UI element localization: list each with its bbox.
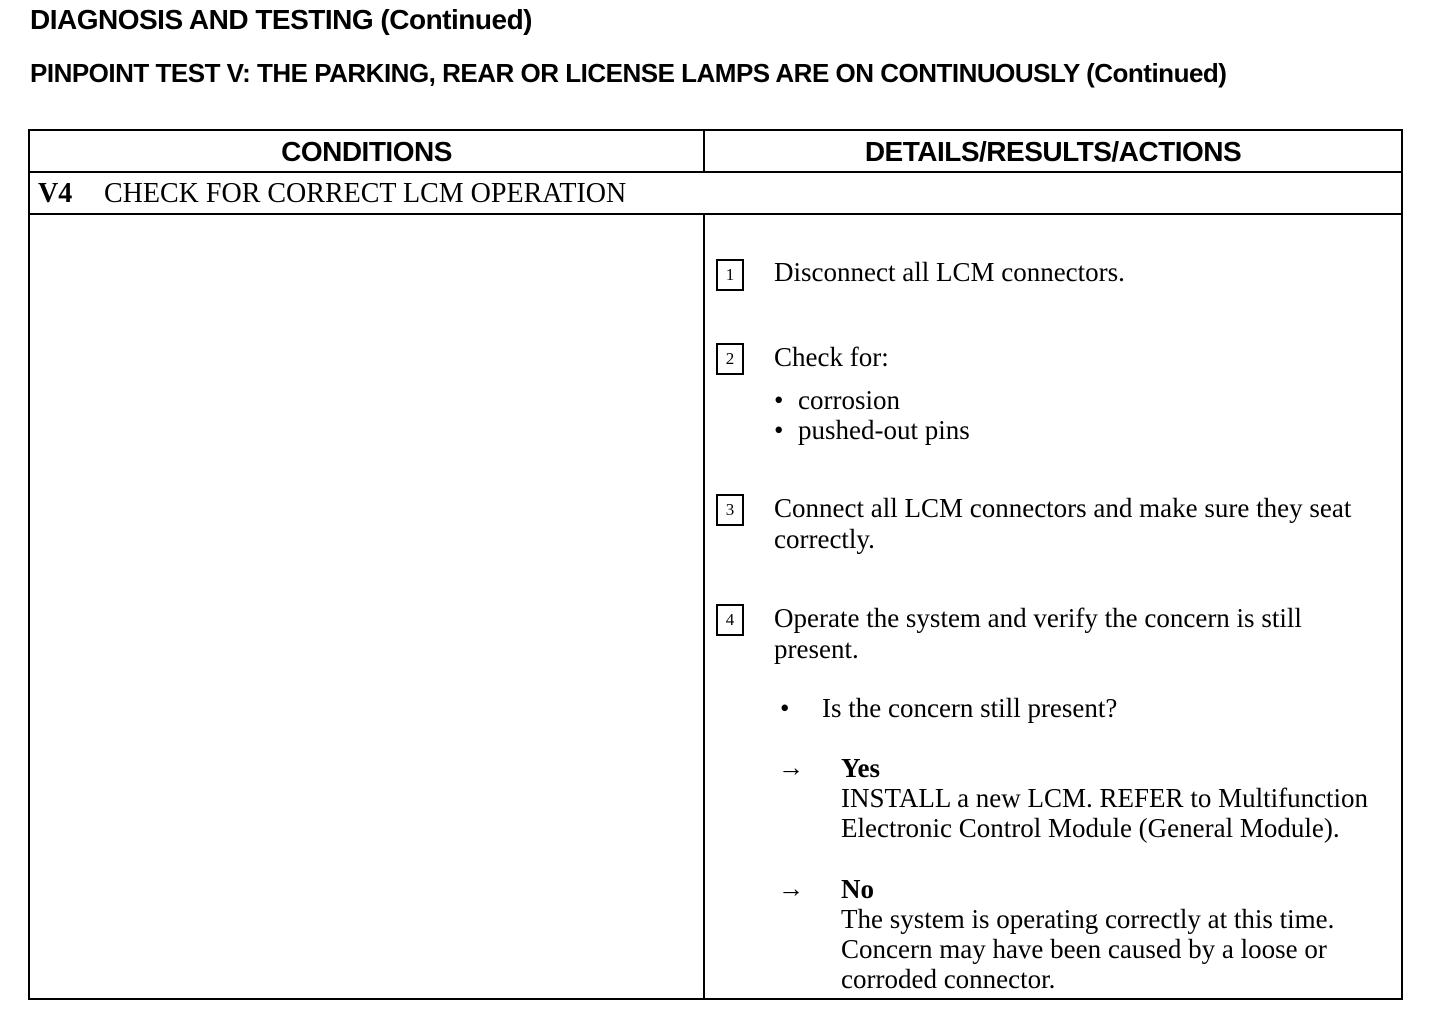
answer-yes-label: Yes: [841, 753, 880, 783]
action-3-text: Connect all LCM connectors and make sure they seat correctly.: [774, 493, 1352, 554]
step-heading: [38, 175, 626, 213]
step-number-box-3: 3: [716, 494, 744, 526]
step-number-box-1: 1: [716, 259, 744, 291]
step-title: CHECK FOR CORRECT LCM OPERATION: [104, 178, 627, 209]
pinpoint-test-table: [28, 129, 1403, 1000]
answer-yes-text: INSTALL a new LCM. REFER to Multifunction Electronic Control Module (General Module).: [841, 783, 1369, 843]
column-divider-body: [703, 213, 705, 998]
check-item-text: pushed-out pins: [798, 415, 970, 445]
question: [780, 693, 1117, 723]
action-2-text: Check for:: [774, 342, 889, 372]
details-column-header: DETAILS/RESULTS/ACTIONS: [864, 136, 1242, 167]
step-number-box-2: 2: [716, 343, 744, 375]
step-heading-divider: [30, 213, 1401, 215]
answer-no-text: The system is operating correctly at this time. Concern may have been caused by a loose or corroded connector.: [841, 904, 1335, 994]
section-heading: DIAGNOSIS AND TESTING (Continued): [30, 4, 532, 35]
conditions-column-header: CONDITIONS: [281, 136, 452, 167]
bullet-icon: •: [780, 693, 790, 723]
bullet-icon: •: [774, 415, 784, 445]
pinpoint-test-title: PINPOINT TEST V: THE PARKING, REAR OR LICENSE LAMPS ARE ON CONTINUOUSLY (Continued): [30, 58, 1227, 88]
answer-no-label: No: [841, 874, 874, 904]
bullet-icon: •: [774, 385, 784, 415]
check-item-pushed-out-pins: [774, 415, 970, 445]
step-id: V4: [38, 178, 73, 209]
check-item-corrosion: [774, 385, 900, 415]
action-1-text: Disconnect all LCM connectors.: [774, 257, 1125, 287]
arrow-right-icon: →: [778, 874, 804, 903]
action-4-text: Operate the system and verify the concern is still present.: [774, 603, 1302, 664]
check-item-text: corrosion: [798, 385, 900, 415]
step-number-box-4: 4: [716, 604, 744, 636]
question-text: Is the concern still present?: [822, 693, 1118, 723]
arrow-right-icon: →: [778, 753, 804, 782]
header-divider: [30, 171, 1401, 173]
